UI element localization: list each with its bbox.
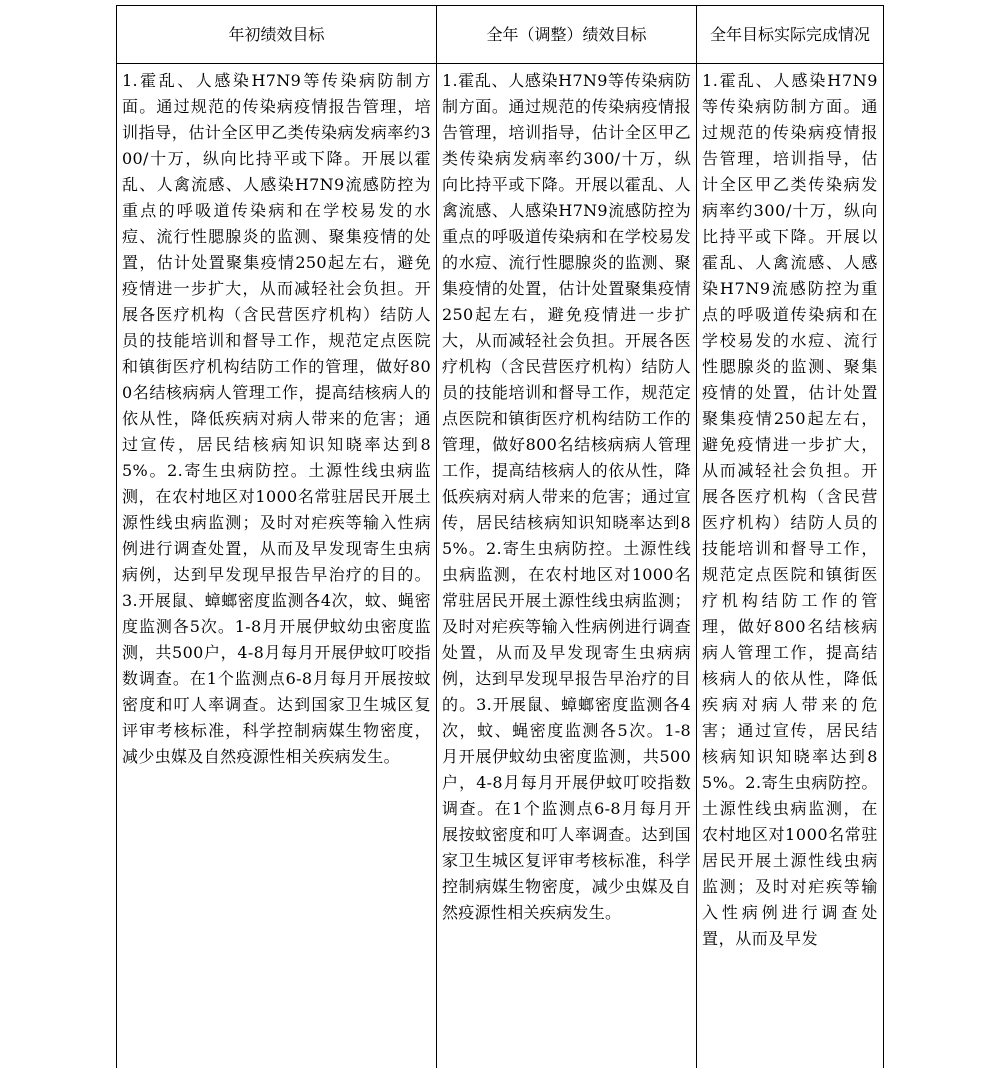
header-adjusted-goals: 全年（调整）绩效目标: [486, 24, 647, 44]
performance-goals-table: [116, 5, 884, 1068]
header-initial-goals: 年初绩效目标: [228, 24, 325, 44]
header-actual-completion: 全年目标实际完成情况: [709, 24, 870, 44]
column-initial-goals: [117, 6, 437, 1068]
cell-adjusted-goals: 1.霍乱、人感染H7N9等传染病防制方面。通过规范的传染病疫情报告管理，培训指导，估计全区甲乙类传染病发病率约300/十万，纵向比持平或下降。开展以霍乱、人禽流感、人感染H7N9流感防控为重点的呼吸道传染病和在学校易发的水痘、流行性腮腺炎的监测、聚集疫情的处置，估计处置聚集疫情250起左右，避免疫情进一步扩大，从而减轻社会负担。开展各医疗机构（含民营医疗机构）结防人员的技能培训和督导工作，规范定点医院和镇街医疗机构结防工作的管理，做好800名结核病病人管理工作，提高结核病人的依从性，降低疾病对病人带来的危害；通过宣传，居民结核病知识知晓率达到85%。2.寄生虫病防控。土源性线虫病监测，在农村地区对1000名常驻居民开展土源性线虫病监测；及时对疟疾等输入性病例进行调查处置，从而及早发现寄生虫病病例，达到早发现早报告早治疗的目的。3.开展鼠、蟑螂密度监测各4次，蚊、蝇密度监测各5次。1-8月开展伊蚊幼虫密度监测，共500户，4-8月每月开展伊蚊叮咬指数调查。在1个监测点6-8月每月开展按蚊密度和叮人率调查。达到国家卫生城区复评审考核标准，科学控制病媒生物密度，减少虫媒及自然疫源性相关疾病发生。: [442, 71, 691, 922]
column-adjusted-goals: [437, 6, 697, 1068]
cell-actual-completion: 1.霍乱、人感染H7N9等传染病防制方面。通过规范的传染病疫情报告管理，培训指导，估计全区甲乙类传染病发病率约300/十万，纵向比持平或下降。开展以霍乱、人禽流感、人感染H7N9流感防控为重点的呼吸道传染病和在学校易发的水痘、流行性腮腺炎的监测、聚集疫情的处置，估计处置聚集疫情250起左右，避免疫情进一步扩大，从而减轻社会负担。开展各医疗机构（含民营医疗机构）结防人员的技能培训和督导工作，规范定点医院和镇街医疗机构结防工作的管理，做好800名结核病病人管理工作，提高结核病人的依从性，降低疾病对病人带来的危害；通过宣传，居民结核病知识知晓率达到85%。2.寄生虫病防控。土源性线虫病监测，在农村地区对1000名常驻居民开展土源性线虫病监测；及时对疟疾等输入性病例进行调查处置，从而及早发: [702, 71, 878, 948]
cell-initial-goals: 1.霍乱、人感染H7N9等传染病防制方面。通过规范的传染病疫情报告管理，培训指导，估计全区甲乙类传染病发病率约300/十万，纵向比持平或下降。开展以霍乱、人禽流感、人感染H7N9流感防控为重点的呼吸道传染病和在学校易发的水痘、流行性腮腺炎的监测、聚集疫情的处置，估计处置聚集疫情250起左右，避免疫情进一步扩大，从而减轻社会负担。开展各医疗机构（含民营医疗机构）结防人员的技能培训和督导工作，规范定点医院和镇街医疗机构结防工作的管理，做好800名结核病病人管理工作，提高结核病人的依从性，降低疾病对病人带来的危害；通过宣传，居民结核病知识知晓率达到85%。2.寄生虫病防控。土源性线虫病监测，在农村地区对1000名常驻居民开展土源性线虫病监测；及时对疟疾等输入性病例进行调查处置，从而及早发现寄生虫病病例，达到早发现早报告早治疗的目的。3.开展鼠、蟑螂密度监测各4次，蚊、蝇密度监测各5次。1-8月开展伊蚊幼虫密度监测，共500户，4-8月每月开展伊蚊叮咬指数调查。在1个监测点6-8月每月开展按蚊密度和叮人率调查。达到国家卫生城区复评审考核标准，科学控制病媒生物密度，减少虫媒及自然疫源性相关疾病发生。: [122, 71, 431, 766]
column-actual-completion: [697, 6, 883, 1068]
